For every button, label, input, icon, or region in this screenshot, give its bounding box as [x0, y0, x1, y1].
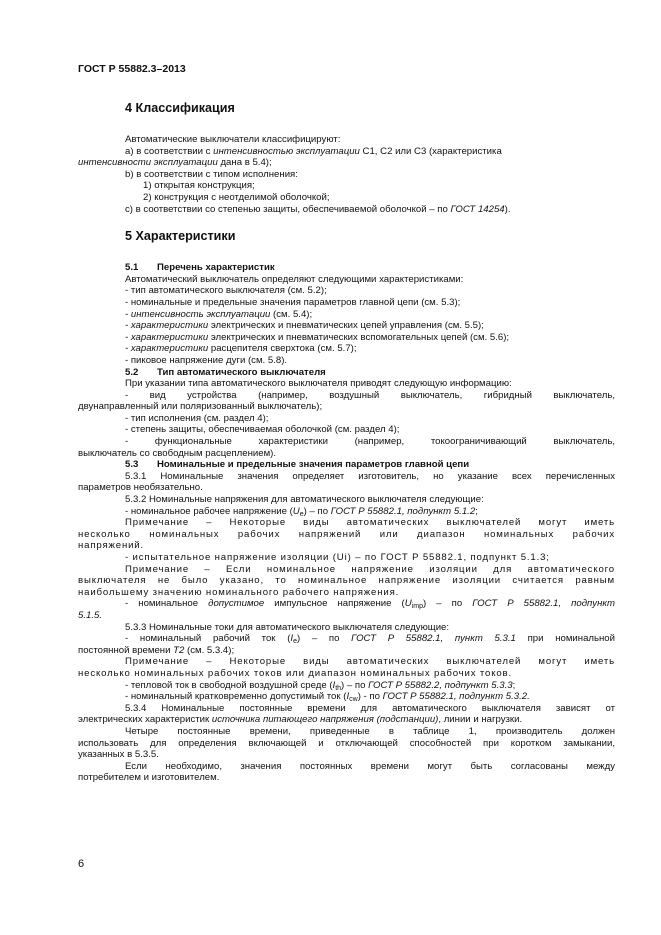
current-item: - тепловой ток в свободной воздушной среде $(I_{th})$ – по ГОСТ Р 55882.2, подпункт 5.3.3;: [125, 679, 516, 692]
char-item: - характеристики расцепителя сверхтока (см. 5.7);: [125, 343, 357, 355]
char-item: - тип автоматического выключателя (см. 5.2);: [125, 285, 327, 297]
paragraph-cont: потребителем и изготовителем.: [78, 772, 220, 784]
current-item: - номинальный кратковременно допустимый ток $(I_{cw})$ - по ГОСТ Р 55882.1, подпункт 5.3.2.: [125, 691, 530, 704]
clause-5-3-4-cont: электрических характеристик источника питающего напряжения (подстанции), линии и нагрузки.: [78, 714, 523, 726]
section-5-title: 5 Характеристики: [125, 229, 236, 244]
note-text: наибольшему значению номинального рабочего напряжения.: [78, 586, 400, 598]
current-item-cont: постоянной времени Т2 (см. 5.3.4);: [78, 644, 235, 656]
voltage-item: - номинальное допустимое импульсное напряжение $(U_{imp})$ – по ГОСТ Р 55882.1, подпункт: [125, 598, 615, 611]
page-number: 6: [78, 858, 85, 870]
page-content: [78, 101, 615, 784]
paragraph-cont: использовать для определения включающей и отключающей способностей при коротком замыкании,: [78, 737, 615, 749]
paragraph: Четыре постоянные времени, приведенные в таблице 1, производитель должен: [125, 725, 615, 737]
subsection-5-2-intro: При указании типа автоматического выключателя приводят следующую информацию:: [125, 378, 512, 390]
class-item-a: a) в соответствии с интенсивностью эксплуатации С1, С2 или С3 (характеристика: [125, 145, 502, 157]
note-text: несколько номинальных рабочих токов или диапазон номинальных рабочих токов.: [78, 667, 513, 679]
type-item: - функциональные характеристики (например, токоограничивающий выключатель,: [125, 436, 615, 448]
note-text: Примечание – Если номинальное напряжение изоляции для автоматического: [125, 563, 615, 575]
type-item: - степень защиты, обеспечиваемая оболочкой (см. раздел 4);: [125, 424, 400, 436]
subsection-5-3-heading: 5.3 Номинальные и предельные значения параметров главной цепи: [125, 459, 470, 471]
note-text: напряжений.: [78, 540, 145, 552]
clause-5-3-1-cont: параметров необязательно.: [78, 482, 203, 494]
class-item-b: b) в соответствии с типом исполнения:: [125, 168, 298, 180]
section-4-intro: Автоматические выключатели классифицируют:: [125, 134, 341, 145]
note-text: выключателя не было указано, то номинальное напряжение изоляции считается равным: [78, 575, 615, 587]
clause-5-3-4: 5.3.4 Номинальные постоянные времени для автоматического выключателя зависят от: [125, 702, 615, 714]
voltage-item: - испытательное напряжение изоляции (Ui) – по ГОСТ Р 55882.1, подпункт 5.1.3;: [125, 552, 550, 563]
paragraph: Если необходимо, значения постоянных времени могут быть согласованы между: [125, 760, 615, 772]
clause-5-3-1: 5.3.1 Номинальные значения определяет изготовитель, но указание всех перечисленных: [125, 470, 615, 482]
current-item: - номинальный рабочий ток $(I_e)$ – по ГОСТ Р 55882.1, пункт 5.3.1 при номинальной: [125, 633, 615, 646]
subsection-5-1-heading: 5.1 Перечень характеристик: [125, 262, 275, 274]
char-item: - номинальные и предельные значения параметров главной цепи (см. 5.3);: [125, 296, 461, 308]
type-item-cont: двунаправленный или поляризованный выключатель);: [78, 401, 323, 413]
subsection-5-2-heading: 5.2 Тип автоматического выключателя: [125, 366, 326, 378]
char-item: - характеристики электрических и пневматических цепей управления (см. 5.5);: [125, 320, 484, 332]
note-text: Примечание – Некоторые виды автоматических выключателей могут иметь: [125, 656, 615, 668]
document-code-header: ГОСТ Р 55882.3–2013: [78, 63, 186, 75]
class-item-b2: 2) конструкция с неотделимой оболочкой;: [143, 191, 330, 203]
char-item: - интенсивность эксплуатации (см. 5.4);: [125, 308, 313, 320]
type-item: - тип исполнения (см. раздел 4);: [125, 412, 269, 424]
class-item-c: c) в соответствии со степенью защиты, обеспечиваемой оболочкой – по ГОСТ 14254).: [125, 203, 511, 215]
subsection-5-1-intro: Автоматический выключатель определяют следующими характеристиками:: [125, 273, 464, 285]
voltage-item: - номинальное рабочее напряжение $(U_e)$ – по ГОСТ Р 55882.1, подпункт 5.1.2;: [125, 505, 478, 518]
char-item: - пиковое напряжение дуги (см. 5.8).: [125, 354, 288, 366]
char-item: - характеристики электрических и пневматических вспомогательных цепей (см. 5.6);: [125, 331, 510, 343]
note-text: Примечание – Некоторые виды автоматических выключателей могут иметь: [125, 517, 615, 529]
clause-5-3-2: 5.3.2 Номинальные напряжения для автоматического выключателя следующие:: [125, 494, 484, 506]
note-text: несколько номинальных рабочих напряжений или диапазон номинальных рабочих: [78, 528, 615, 540]
section-4-title: 4 Классификация: [125, 101, 235, 115]
class-item-a-cont: интенсивности эксплуатации дана в 5.4);: [78, 157, 272, 169]
class-item-b1: 1) открытая конструкция;: [143, 180, 255, 192]
type-item-cont: выключатель со свободным расцеплением).: [78, 447, 277, 459]
clause-5-3-3: 5.3.3 Номинальные токи для автоматического выключателя следующие:: [125, 621, 450, 633]
type-item: - вид устройства (например, воздушный выключатель, гибридный выключатель,: [125, 389, 615, 401]
voltage-item-cont: 5.1.5.: [78, 609, 103, 621]
paragraph-cont: указанных в 5.3.5.: [78, 749, 159, 761]
